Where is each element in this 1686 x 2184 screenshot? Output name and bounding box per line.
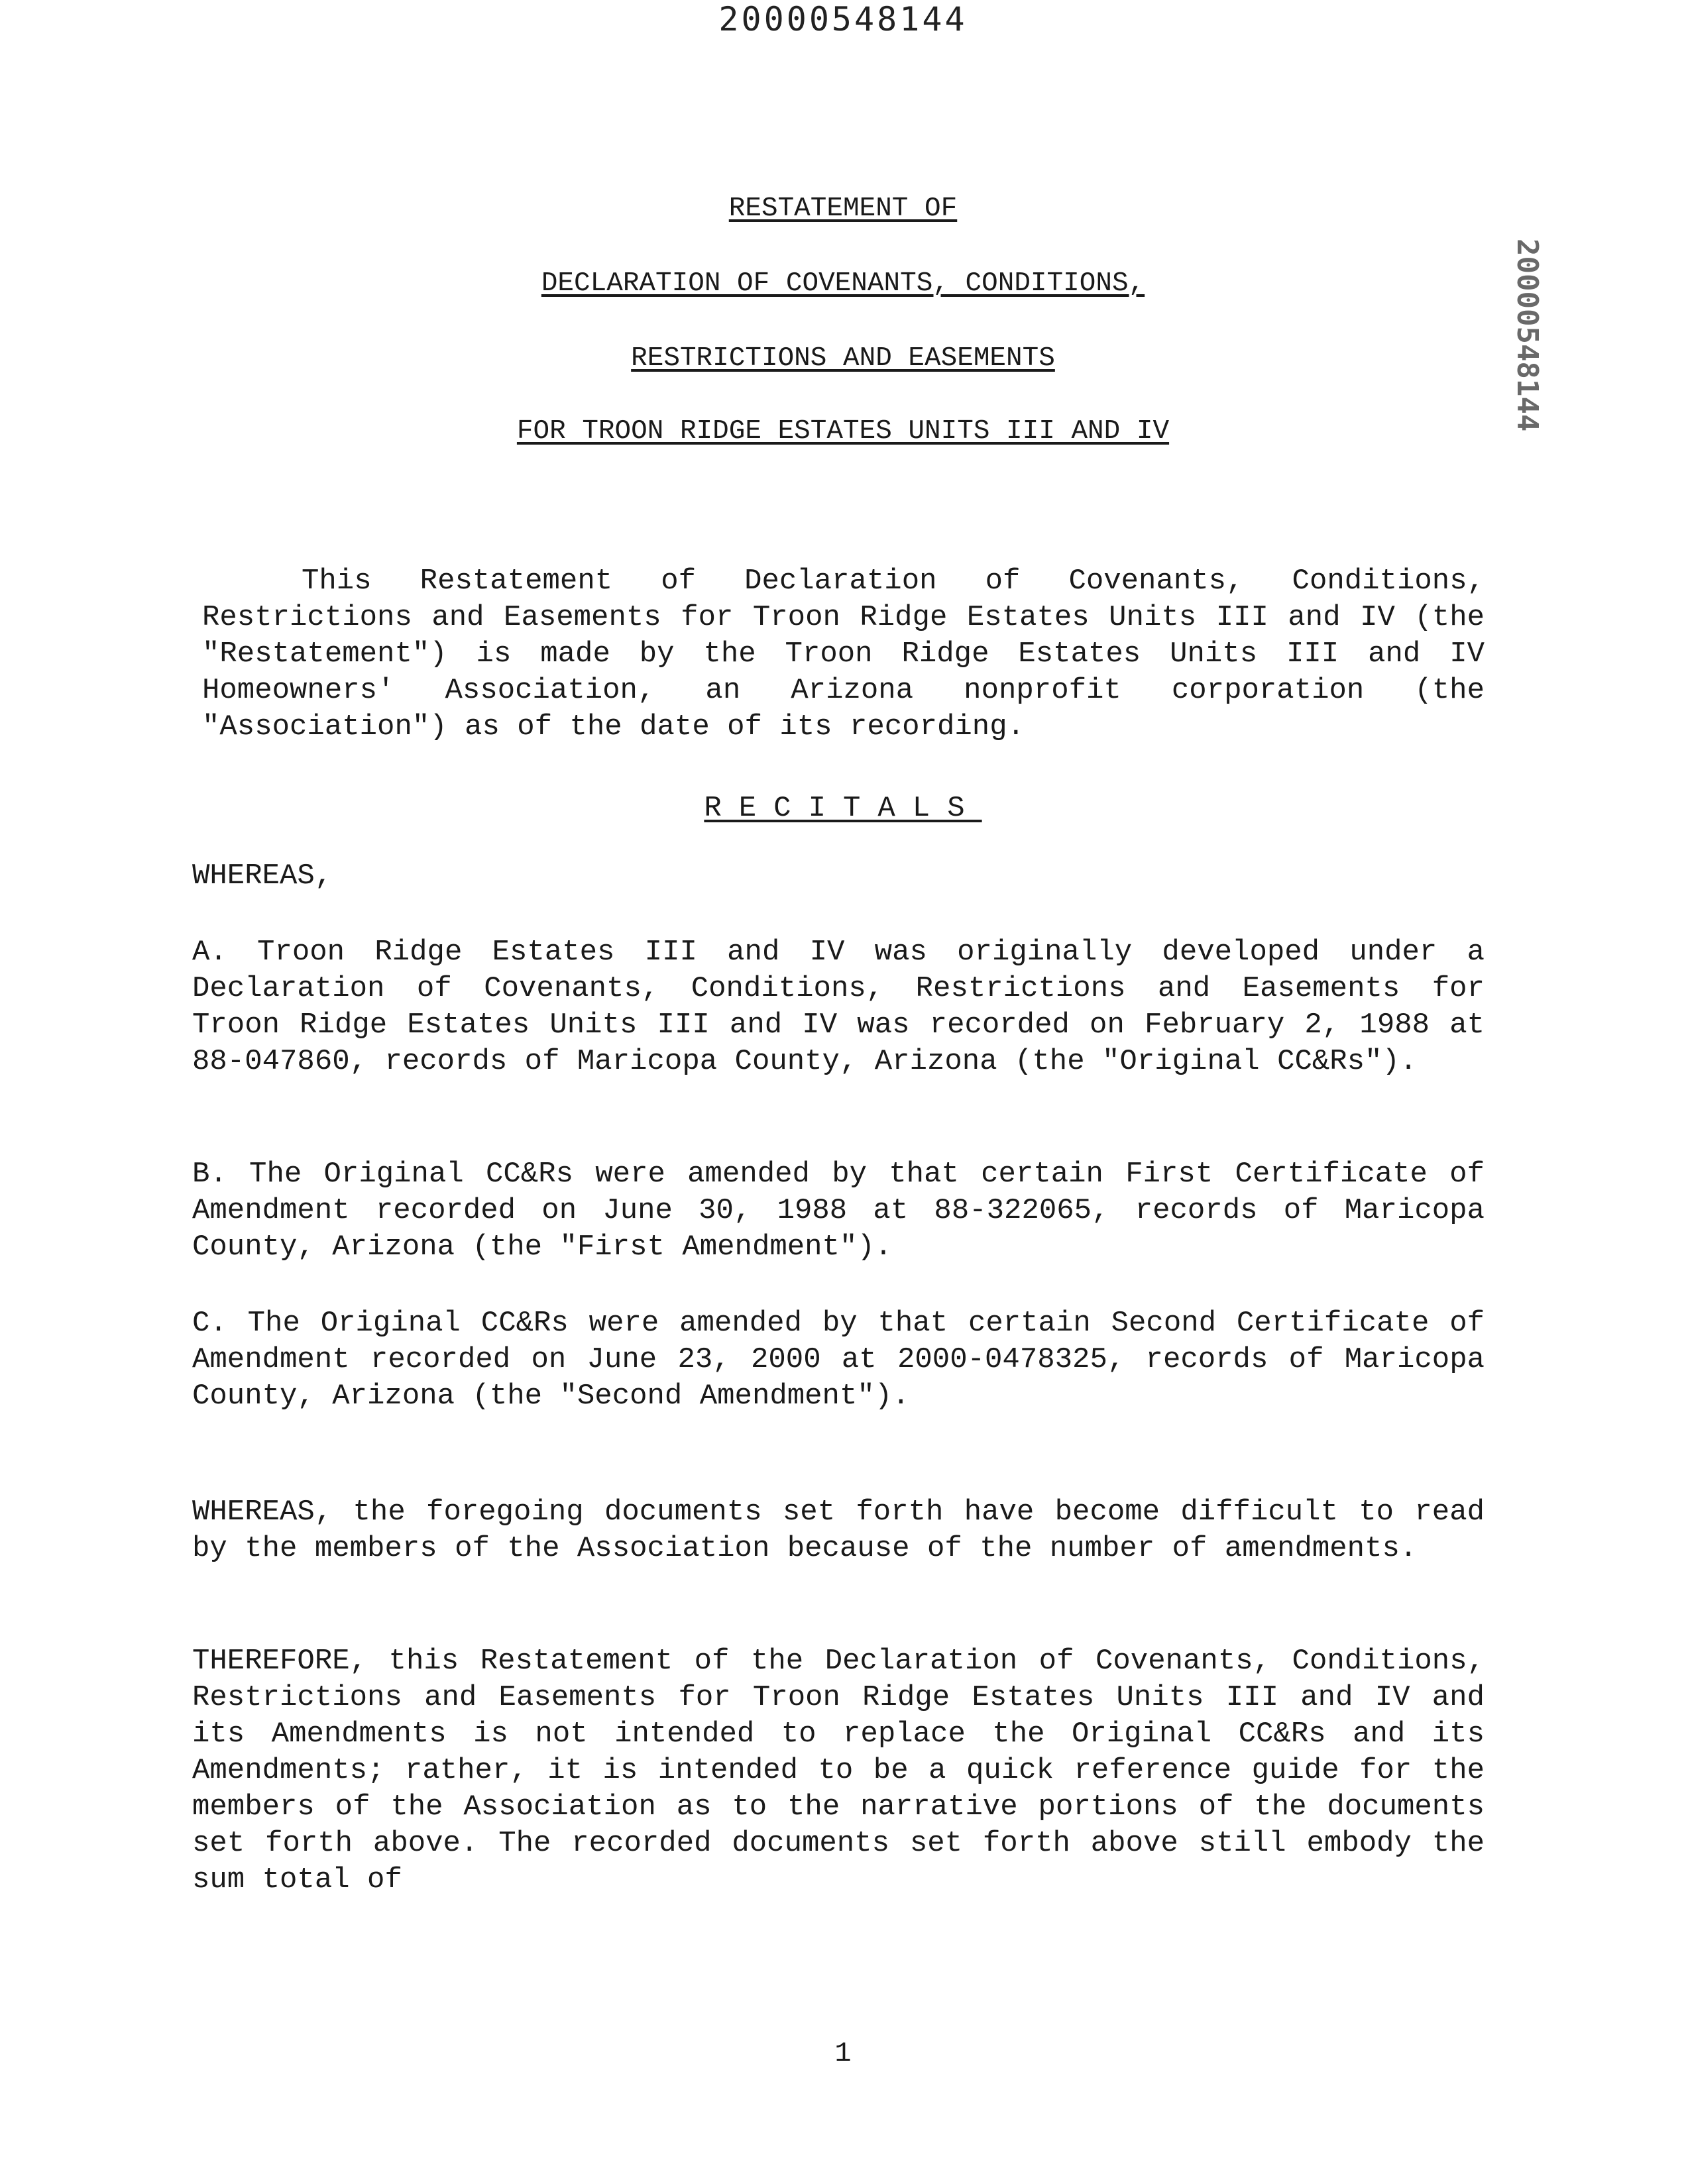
page-number: 1 (834, 2038, 852, 2069)
recitals-heading (0, 792, 1686, 825)
title-line-3-text: RESTRICTIONS AND EASEMENTS (631, 343, 1055, 374)
title-line-3 (0, 343, 1686, 374)
recital-item-b: B. The Original CC&Rs were amended by that certain First Certificate of Amendment recorded on June 30, 1988 at 88-322065, records of Maricopa County, Arizona (the "First Amendment"). (192, 1158, 1485, 1264)
recitals-heading-text: RECITALS (704, 792, 982, 825)
document-number: 20000548144 (718, 0, 968, 38)
therefore-paragraph: THEREFORE, this Restatement of the Declaration of Covenants, Conditions, Restrictions and Easements for Troon Ridge Estates Units III and IV and its Amendments is not intended to replace the Original CC&Rs and its Amendments; rather, it is intended to be a quick reference guide for the members of the Association as to the narrative portions of the documents set forth above. The recorded documents set forth above still embody the sum total of (192, 1645, 1485, 1896)
recital-item-a: A. Troon Ridge Estates III and IV was originally developed under a Declaration of Covenants, Conditions, Restrictions and Easements for Troon Ridge Estates Units III and IV was recorded on February 2, 1988 at 88-047860, records of Maricopa County, Arizona (the "Original CC&Rs"). (192, 936, 1485, 1078)
title-line-1 (0, 193, 1686, 224)
side-recording-stamp: 20000548144 (1510, 239, 1544, 432)
title-line-4-text: FOR TROON RIDGE ESTATES UNITS III AND IV (516, 416, 1170, 447)
whereas-label: WHEREAS, (192, 859, 333, 893)
title-line-2 (0, 268, 1686, 299)
recital-item-c: C. The Original CC&Rs were amended by that certain Second Certificate of Amendment recorded on June 23, 2000 at 2000-0478325, records of Maricopa County, Arizona (the "Second Amendment"). (192, 1307, 1485, 1413)
whereas-paragraph: WHEREAS, the foregoing documents set forth have become difficult to read by the members of the Association because of the number of amendments. (192, 1496, 1485, 1565)
title-line-2-text: DECLARATION OF COVENANTS, CONDITIONS, (541, 268, 1145, 299)
intro-paragraph: This Restatement of Declaration of Covenants, Conditions, Restrictions and Easements for Troon Ridge Estates Units III and IV (the "Restatement") is made by the Troon Ridge Estates Units III and IV Homeowners' Association, an Arizona nonprofit corporation (the "Association") as of the date of its recording. (202, 565, 1485, 743)
title-line-4 (0, 416, 1686, 447)
title-line-1-text: RESTATEMENT OF (728, 193, 958, 224)
